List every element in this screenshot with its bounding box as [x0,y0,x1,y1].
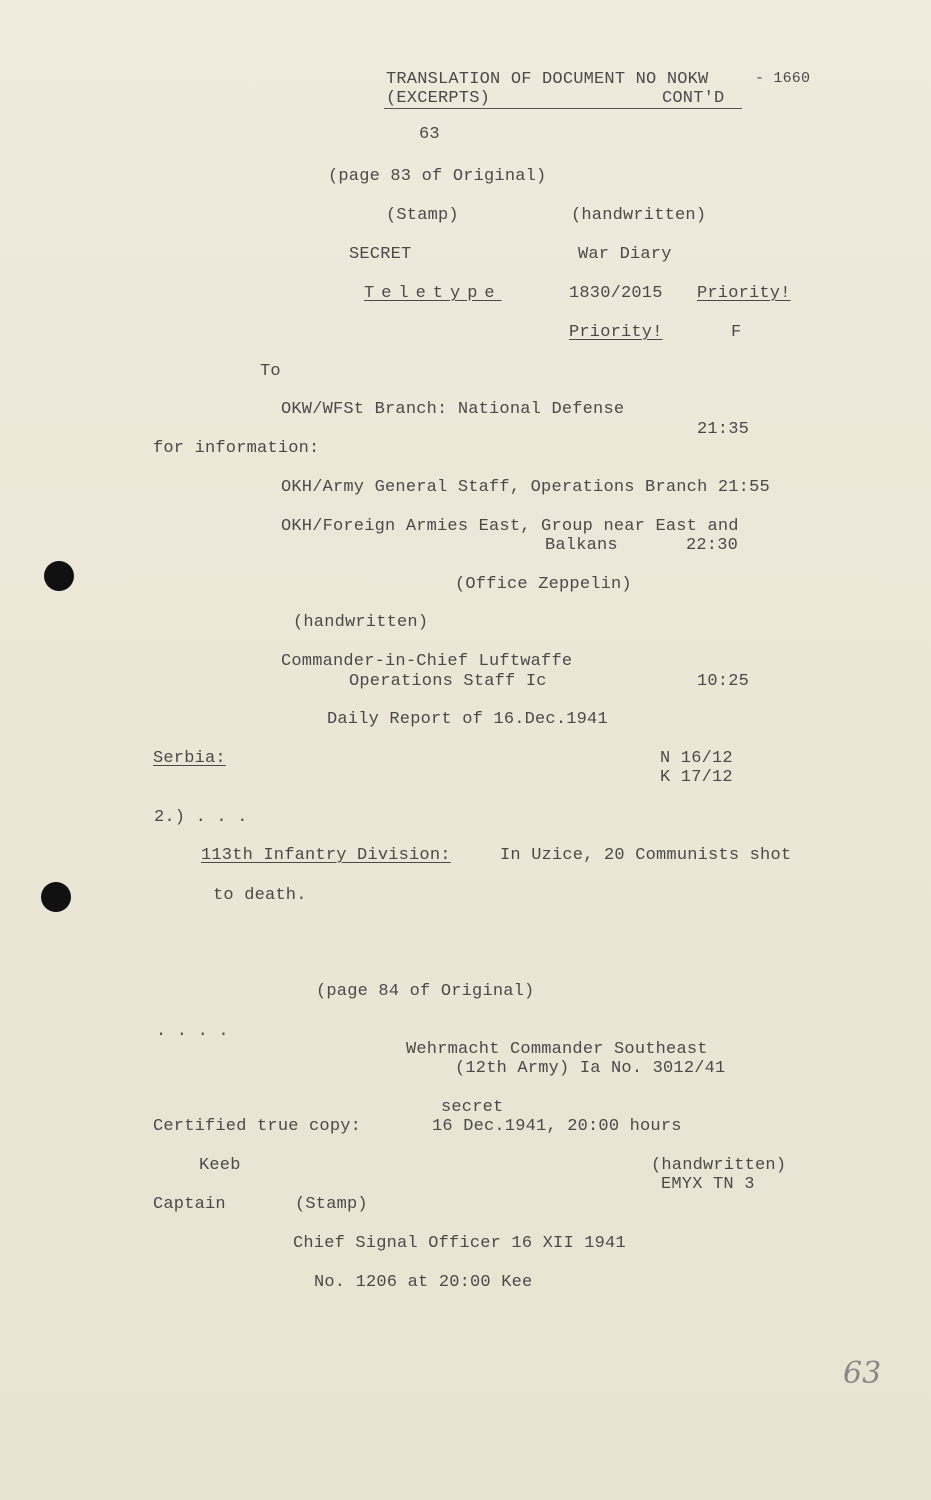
page-number: 63 [419,125,440,144]
recipient-line: Commander-in-Chief Luftwaffe [281,652,573,671]
priority-label: Priority! [697,284,791,303]
recipient-line: Operations Staff Ic [349,672,547,691]
date-entry: K 17/12 [660,768,733,787]
title-line-2-left: (EXCERPTS) [386,89,491,108]
title-line-1: TRANSLATION OF DOCUMENT NO NOKW [386,70,709,89]
office-label: (Office Zeppelin) [455,575,632,594]
war-diary-label: War Diary [578,245,672,264]
certified-label: Certified true copy: [153,1117,362,1136]
time-stamp: 22:30 [686,536,739,555]
section-heading: Serbia: [153,749,226,768]
commander-line: Wehrmacht Commander Southeast [406,1040,708,1059]
signal-officer-line: Chief Signal Officer 16 XII 1941 [293,1234,626,1253]
priority-label: Priority! [569,323,663,342]
secret-label: SECRET [349,245,412,264]
report-text: In Uzice, 20 Communists shot [500,846,792,865]
page-reference: (page 84 of Original) [316,982,535,1001]
report-text: to death. [213,886,307,905]
reference-code: EMYX TN 3 [661,1175,755,1194]
recipient-line: OKH/Army General Staff, Operations Branch 21:55 [281,478,770,497]
handwritten-page-number: 63 [843,1356,882,1391]
secret-label: secret [441,1098,504,1117]
for-information-label: for information: [153,439,320,458]
signatory-name: Keeb [199,1156,241,1175]
division-label: 113th Infantry Division: [201,846,451,865]
recipient-line: Balkans [545,536,618,555]
date-time: 16 Dec.1941, 20:00 hours [432,1117,682,1136]
punch-hole [44,561,74,591]
time-stamp: 10:25 [697,672,750,691]
title-line-2-right: CONT'D [662,89,725,108]
handwritten-label: (handwritten) [571,206,707,225]
rank-label: Captain [153,1195,226,1214]
priority-letter: F [731,323,742,342]
number-line: No. 1206 at 20:00 Kee [314,1273,533,1292]
time-stamp: 21:35 [697,420,750,439]
recipient-line: OKW/WFSt Branch: National Defense [281,400,625,419]
stamp-label: (Stamp) [386,206,459,225]
daily-report-title: Daily Report of 16.Dec.1941 [327,710,608,729]
punch-hole [41,882,71,912]
time-code: 1830/2015 [569,284,663,303]
date-entry: N 16/12 [660,749,733,768]
commander-line: (12th Army) Ia No. 3012/41 [455,1059,726,1078]
to-label: To [260,362,281,381]
handwritten-label: (handwritten) [651,1156,787,1175]
handwritten-label: (handwritten) [293,613,429,632]
recipient-line: OKH/Foreign Armies East, Group near East and [281,517,739,536]
teletype-label: Teletype [364,284,502,303]
document-number: - 1660 [755,70,811,87]
page-reference: (page 83 of Original) [328,167,547,186]
ellipsis: . . . . [156,1022,229,1041]
title-underline [384,108,742,109]
stamp-label: (Stamp) [295,1195,368,1214]
item-number: 2.) . . . [154,808,248,827]
